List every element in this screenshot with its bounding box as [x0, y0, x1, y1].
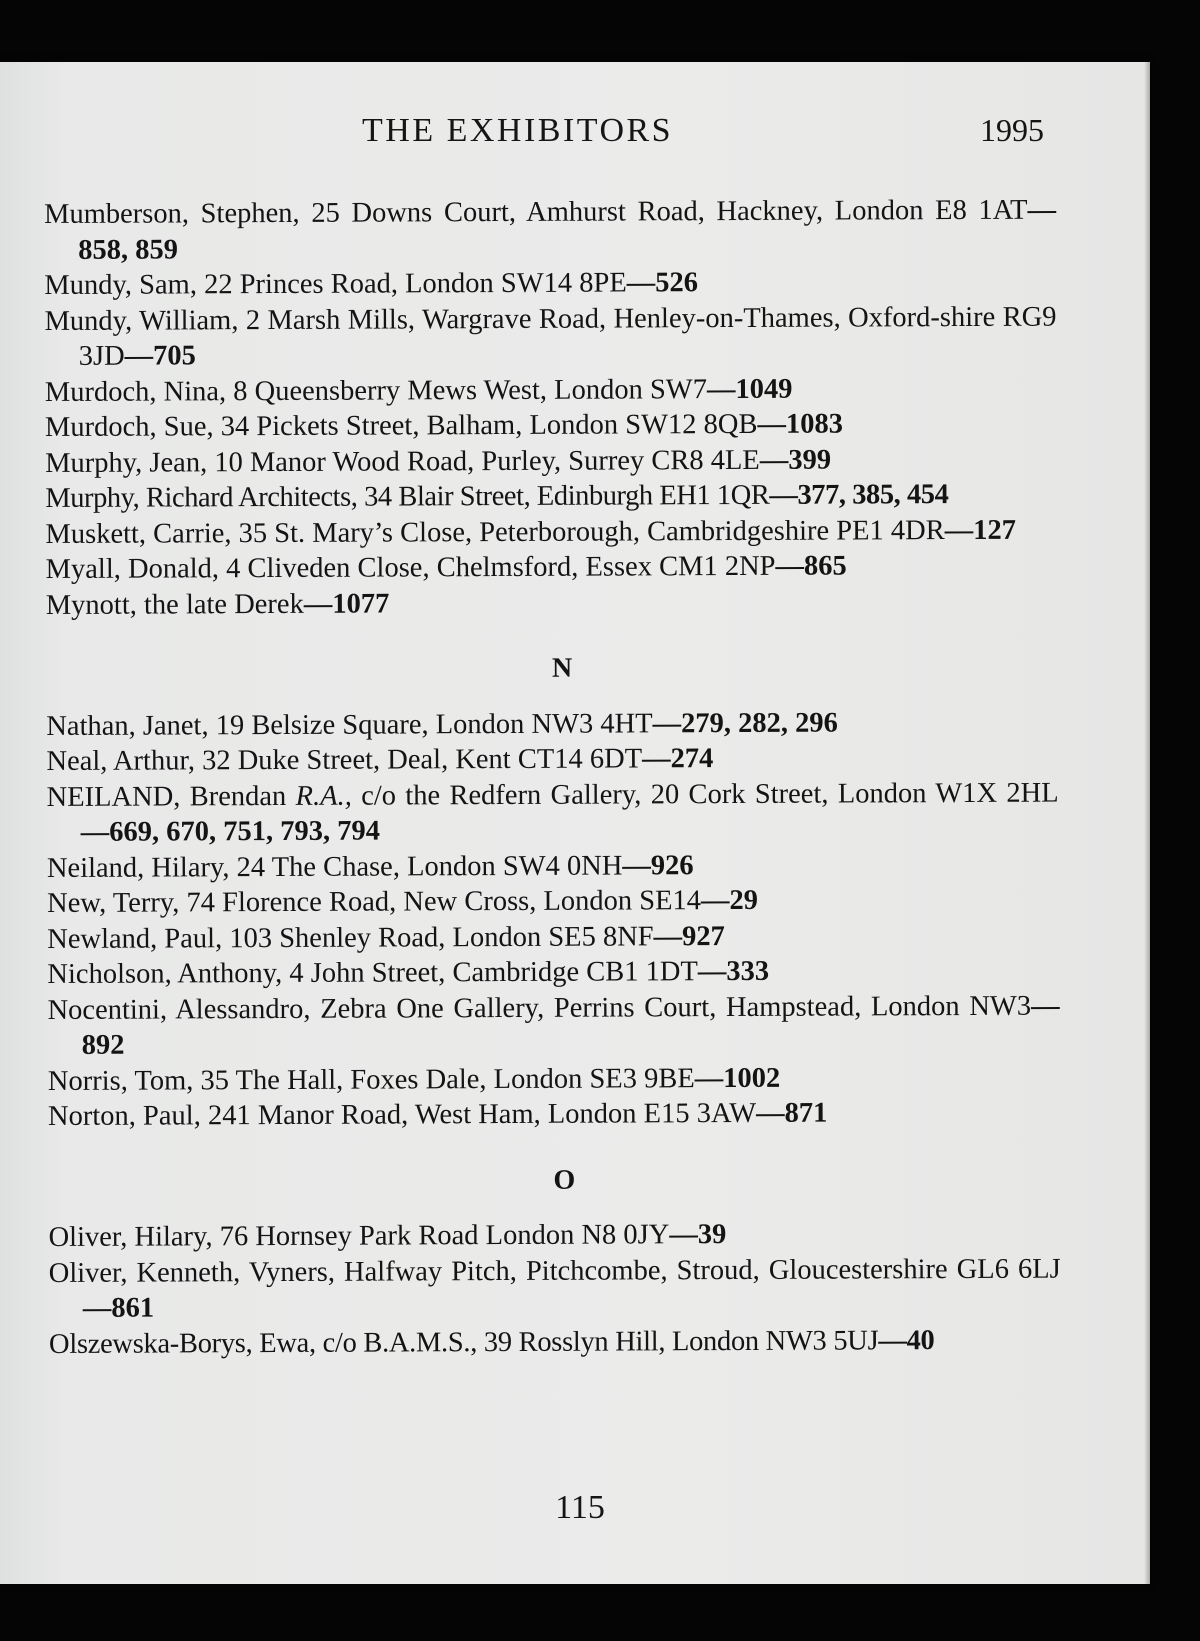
catalogue-numbers: —29	[700, 884, 759, 917]
catalogue-numbers: —333	[697, 955, 770, 988]
exhibitor-list	[44, 193, 1061, 1362]
exhibitor-entry	[44, 299, 1056, 374]
page-number: 115	[555, 1489, 605, 1526]
entry-text: Mundy, William, 2 Marsh Mills, Wargrave Road, Henley-on-Thames, Oxford-shire RG9 3JD	[44, 301, 1057, 372]
exhibitor-entry	[47, 882, 1059, 922]
catalogue-numbers: —127	[944, 514, 1017, 546]
entry-name: NEILAND, Brendan	[46, 780, 296, 813]
exhibitor-entry	[47, 846, 1059, 886]
catalogue-numbers: —1002	[694, 1062, 781, 1094]
exhibitor-entry	[47, 775, 1059, 850]
exhibitor-entry	[45, 406, 1057, 446]
catalogue-numbers: —705	[124, 340, 196, 372]
catalogue-numbers: —1077	[303, 587, 390, 620]
entry-text: Murphy, Jean, 10 Manor Wood Road, Purley, Surrey CR8 4LE	[45, 444, 760, 479]
entry-text: Neal, Arthur, 32 Duke Street, Deal, Kent CT14 6DT	[46, 743, 643, 777]
exhibitor-entry	[48, 1095, 1060, 1135]
exhibitor-entry	[47, 953, 1059, 993]
catalogue-numbers: —861	[82, 1292, 155, 1324]
entry-text: Nicholson, Anthony, 4 John Street, Cambridge CB1 1DT	[47, 956, 698, 990]
entry-text: Norton, Paul, 241 Manor Road, West Ham, London E15 3AW	[47, 1097, 757, 1132]
catalogue-numbers: —858, 859	[78, 194, 1057, 266]
catalogue-numbers: —1083	[757, 408, 844, 440]
exhibitor-entry	[46, 704, 1058, 744]
catalogue-numbers: —526	[626, 267, 699, 299]
entry-text: Mundy, Sam, 22 Princes Road, London SW14 8PE	[44, 267, 627, 301]
exhibitor-entry	[44, 193, 1056, 268]
entry-text: Muskett, Carrie, 35 St. Mary’s Close, Peterborough, Cambridgeshire PE1 4DR	[45, 514, 945, 550]
running-year: 1995	[980, 112, 1044, 148]
book-page	[0, 62, 1150, 1584]
entry-text: Olszewska-Borys, Ewa, c/o B.A.M.S., 39 Rosslyn Hill, London NW3 5UJ	[48, 1324, 879, 1360]
exhibitor-entry	[45, 477, 1057, 517]
catalogue-numbers: —399	[759, 444, 832, 476]
catalogue-numbers: —39	[669, 1219, 727, 1251]
catalogue-numbers: —1049	[706, 373, 793, 405]
exhibitor-entry	[45, 370, 1057, 410]
exhibitor-entry	[48, 1216, 1060, 1256]
entry-text: Murphy, Richard Architects, 34 Blair Street, Edinburgh EH1 1QR	[45, 479, 770, 514]
exhibitor-entry	[45, 441, 1057, 481]
catalogue-numbers: —274	[642, 743, 714, 775]
entry-text: Nathan, Janet, 19 Belsize Square, London NW3 4HT	[46, 707, 653, 742]
entry-text: Mynott, the late Derek	[45, 588, 304, 621]
entry-text: Oliver, Kenneth, Vyners, Halfway Pitch, Pitchcombe, Stroud, Gloucestershire GL6 6LJ	[48, 1253, 1061, 1289]
entry-text: Mumberson, Stephen, 25 Downs Court, Amhurst Road, Hackney, London E8 1AT	[44, 194, 1028, 230]
exhibitor-entry	[44, 264, 1056, 304]
section-letter-n: N	[551, 652, 573, 684]
entry-text: Myall, Donald, 4 Cliveden Close, Chelmsford, Essex CM1 2NP	[45, 550, 776, 585]
catalogue-numbers: —892	[81, 990, 1060, 1061]
exhibitor-entry	[49, 1322, 1061, 1362]
exhibitor-entry	[46, 548, 1058, 588]
catalogue-numbers: —871	[756, 1097, 828, 1129]
catalogue-numbers: —865	[775, 550, 847, 582]
exhibitor-entry	[49, 1251, 1061, 1326]
exhibitor-entry	[46, 583, 1058, 623]
catalogue-numbers: —927	[653, 920, 725, 952]
catalogue-numbers: —377, 385, 454	[769, 479, 949, 511]
entry-text: Norris, Tom, 35 The Hall, Foxes Dale, London SE3 9BE	[47, 1062, 695, 1097]
catalogue-numbers: —669, 670, 751, 793, 794	[80, 815, 381, 848]
exhibitor-entry	[46, 740, 1058, 780]
exhibitor-entry	[47, 988, 1059, 1063]
entry-honours: R.A.,	[295, 780, 352, 812]
entry-text: Oliver, Hilary, 76 Hornsey Park Road London N8 0JY	[48, 1219, 670, 1253]
entry-text: New, Terry, 74 Florence Road, New Cross, London SE14	[47, 885, 702, 919]
exhibitor-entry	[48, 1059, 1060, 1099]
section-letter-o: O	[553, 1164, 576, 1196]
entry-text: Newland, Paul, 103 Shenley Road, London SE5 8NF	[47, 920, 654, 955]
entry-text: Nocentini, Alessandro, Zebra One Gallery, Perrins Court, Hampstead, London NW3	[47, 990, 1032, 1026]
entry-text: Neiland, Hilary, 24 The Chase, London SW4 0NH	[46, 849, 623, 884]
entry-text: Murdoch, Sue, 34 Pickets Street, Balham, London SW12 8QB	[44, 408, 758, 443]
exhibitor-entry	[45, 512, 1057, 552]
entry-address: c/o the Redfern Gallery, 20 Cork Street, London W1X 2HL	[351, 777, 1059, 812]
catalogue-numbers: —40	[878, 1324, 935, 1356]
catalogue-numbers: —279, 282, 296	[652, 707, 838, 739]
running-title: THE EXHIBITORS	[362, 112, 674, 149]
entry-text: Murdoch, Nina, 8 Queensberry Mews West, London SW7	[44, 373, 707, 408]
exhibitor-entry	[47, 917, 1059, 957]
catalogue-numbers: —926	[622, 849, 694, 881]
running-head	[0, 112, 1150, 152]
